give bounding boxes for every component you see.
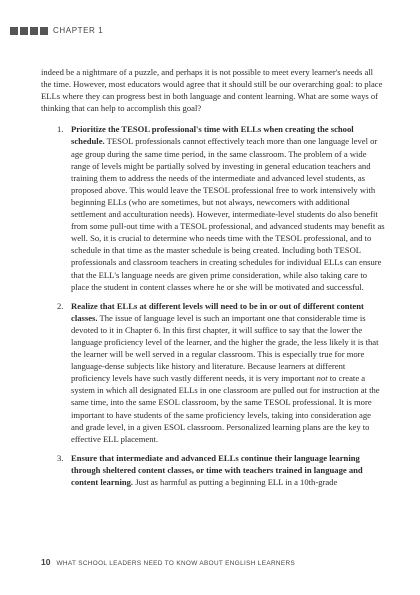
intro-paragraph: indeed be a nightmare of a puzzle, and perhaps it is not possible to meet every learner's needs all the time. However, most educators would agree that it should still be our overarching goal: to place ELLs where they can progress best in both language and content learning. What are some ways of thinking that can help to accomplish this goal? [41,67,383,114]
page-body [41,66,385,495]
square-icon [40,27,48,35]
item-body: TESOL professionals cannot effectively teach more than one language level or age group during the same time period, in the same classroom. The problem of a wide range of levels might be partially solved by investing in general education teachers and training them to address the needs of the intermediate and advanced level students, as proposed above. This would leave the TESOL professional free to work intensively with beginning ELLs (who are sometimes, but not always, newcomers with additional settlement and acculturation needs). However, intermediate-level students do also benefit from some pull-out time with a TESOL professional, and advanced students may benefit as well. So, it is crucial to determine who needs time with the TESOL professional, and to schedule in that time as the master schedule is being created. Including both TESOL professionals and classroom teachers in creating schedules for individual ELLs can ensure that the ELL's language needs are given prime consideration, while also taking care to place the student in content classes where he or she will be motivated and successful. [71,136,385,292]
item-emphasis: not [316,373,328,384]
item-body-continued: to create a system in which all designated ELLs in one classroom are pulled out for instruction at the same time, into the same ESOL classroom, by the same TESOL professional. It is more important to have students of the same proficiency levels, taking into consideration age and grade level, in a given ESOL classroom. Personalized learning plans are the key to effective ELL placement. [71,373,380,444]
square-icon [30,27,38,35]
item-number: 1. [57,124,64,135]
item-number: 3. [57,452,64,463]
book-title: WHAT SCHOOL LEADERS NEED TO KNOW ABOUT ENGLISH LEARNERS [56,560,296,567]
item-body: The issue of language level is such an important one that considerable time is devoted to it in Chapter 6. In this first chapter, it will suffice to say that the lower the language proficiency level of the learner, and the higher the grade, the less likely it is that the learner will be well served in a regular classroom. This is especially true for more language-dense subjects like history and literature. Because learners at different proficiency levels have such vastly different needs, it is very important [71,312,379,384]
page-number: 10 [41,557,51,567]
list-item [57,452,385,488]
item-heading: Realize that ELLs at different levels will need to be in or out of different content classes. [71,300,364,323]
square-icon [20,27,28,35]
item-number: 2. [57,300,64,311]
numbered-list [41,123,385,488]
item-heading: Ensure that intermediate and advanced ELLs continue their language learning through sheltered content classes, or time with teachers trained in language and content learning. [71,452,363,487]
item-heading: Prioritize the TESOL professional's time with ELLs when creating the school schedule. [71,124,354,147]
page-footer [41,557,295,567]
list-item [57,300,385,445]
square-icon [10,27,18,35]
chapter-label: CHAPTER 1 [53,26,104,35]
item-body: Just as harmful as putting a beginning ELL in a 10th-grade [135,477,338,487]
running-header [10,26,103,35]
chapter-squares-icon [10,27,48,35]
list-item [57,123,385,292]
